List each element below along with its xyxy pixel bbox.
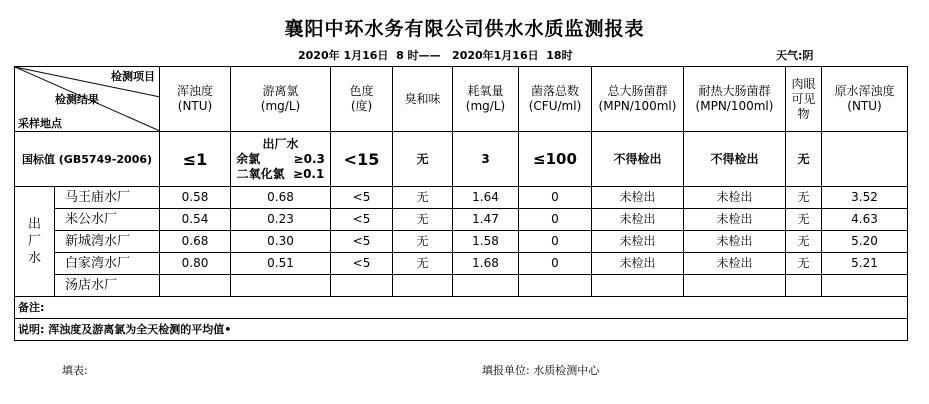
header-row — [15, 67, 908, 132]
cell-chlorine: 0.68 — [231, 187, 331, 209]
plant-name: 新城湾水厂 — [55, 231, 160, 253]
cell-oxygen — [453, 275, 519, 297]
explanation-row — [15, 319, 908, 341]
cell-oxygen: 1.64 — [453, 187, 519, 209]
cell-chlorine: 0.30 — [231, 231, 331, 253]
cell-thermo — [684, 275, 786, 297]
header-item-label: 检测项目 — [111, 70, 155, 83]
cell-color — [331, 275, 393, 297]
standard-oxygen: 3 — [453, 132, 519, 187]
cell-turbidity: 0.58 — [160, 187, 231, 209]
col-header: 肉眼 可见 物 — [786, 67, 822, 132]
cell-raw: 5.21 — [822, 253, 908, 275]
cell-colony: 0 — [519, 209, 592, 231]
table-row — [15, 275, 908, 297]
cell-thermo: 未检出 — [684, 231, 786, 253]
cell-coliform: 未检出 — [592, 187, 684, 209]
cell-color: <5 — [331, 253, 393, 275]
col-header: 浑浊度 (NTU) — [160, 67, 231, 132]
cell-thermo: 未检出 — [684, 187, 786, 209]
plant-name: 汤店水厂 — [55, 275, 160, 297]
filler-label: 填表: — [62, 364, 88, 377]
standard-coliform: 不得检出 — [592, 132, 684, 187]
col-header: 色度 (度) — [331, 67, 393, 132]
cell-chlorine: 0.23 — [231, 209, 331, 231]
remark-row — [15, 297, 908, 319]
cell-turbidity: 0.68 — [160, 231, 231, 253]
standard-odor: 无 — [393, 132, 453, 187]
standard-raw-turbidity — [822, 132, 908, 187]
standard-chlorine-free: 余氯 ≥0.3 — [236, 151, 325, 166]
cell-oxygen: 1.58 — [453, 231, 519, 253]
table-row — [15, 209, 908, 231]
cell-chlorine — [231, 275, 331, 297]
report-title: 襄阳中环水务有限公司供水水质监测报表 — [284, 18, 645, 40]
col-header: 菌落总数 (CFU/ml) — [519, 67, 592, 132]
standard-color: <15 — [331, 132, 393, 187]
unit-label: 填报单位: 水质检测中心 — [482, 364, 600, 377]
cell-coliform: 未检出 — [592, 231, 684, 253]
cell-visible: 无 — [786, 231, 822, 253]
cell-colony: 0 — [519, 231, 592, 253]
cell-odor: 无 — [393, 209, 453, 231]
cell-odor: 无 — [393, 253, 453, 275]
cell-turbidity: 0.80 — [160, 253, 231, 275]
header-result-label: 检测结果 — [55, 93, 99, 106]
cell-color: <5 — [331, 209, 393, 231]
col-header: 耐热大肠菌群 (MPN/100ml) — [684, 67, 786, 132]
cell-oxygen: 1.68 — [453, 253, 519, 275]
group-label: 出 厂 水 — [15, 187, 55, 297]
standard-row — [15, 132, 908, 187]
col-header: 耗氧量 (mg/L) — [453, 67, 519, 132]
col-header: 游离氯 (mg/L) — [231, 67, 331, 132]
cell-turbidity — [160, 275, 231, 297]
plant-name: 白家湾水厂 — [55, 253, 160, 275]
col-header: 总大肠菌群 (MPN/100ml) — [592, 67, 684, 132]
date-range: 2020年 1月16日 8 时—— 2020年1月16日 18时 — [298, 49, 573, 62]
col-header: 原水浑浊度 (NTU) — [822, 67, 908, 132]
table-row — [15, 187, 908, 209]
standard-colony: ≤100 — [519, 132, 592, 187]
cell-coliform: 未检出 — [592, 209, 684, 231]
weather: 天气:阴 — [776, 49, 814, 62]
cell-odor: 无 — [393, 187, 453, 209]
remark-label: 备注: — [15, 297, 908, 319]
cell-color: <5 — [331, 187, 393, 209]
cell-raw: 3.52 — [822, 187, 908, 209]
cell-oxygen: 1.47 — [453, 209, 519, 231]
cell-raw — [822, 275, 908, 297]
cell-odor — [393, 275, 453, 297]
standard-chlorine-dioxide: 二氧化氯 ≥0.1 — [236, 166, 325, 181]
cell-coliform: 未检出 — [592, 253, 684, 275]
cell-color: <5 — [331, 231, 393, 253]
diagonal-header-cell — [15, 67, 160, 132]
explanation-text: 说明: 浑浊度及游离氯为全天检测的平均值• — [15, 319, 908, 341]
col-header: 臭和味 — [393, 67, 453, 132]
plant-rows — [15, 187, 908, 297]
cell-turbidity: 0.54 — [160, 209, 231, 231]
cell-colony: 0 — [519, 187, 592, 209]
plant-name: 米公水厂 — [55, 209, 160, 231]
standard-chlorine — [231, 132, 331, 187]
cell-colony: 0 — [519, 253, 592, 275]
cell-raw: 5.20 — [822, 231, 908, 253]
header-location-label: 采样地点 — [18, 117, 62, 130]
standard-turbidity: ≤1 — [160, 132, 231, 187]
table-row — [15, 253, 908, 275]
cell-thermo: 未检出 — [684, 209, 786, 231]
cell-visible — [786, 275, 822, 297]
standard-label: 国标值 (GB5749-2006) — [15, 132, 160, 187]
cell-coliform — [592, 275, 684, 297]
cell-visible: 无 — [786, 209, 822, 231]
standard-visible: 无 — [786, 132, 822, 187]
cell-thermo: 未检出 — [684, 253, 786, 275]
standard-chlorine-title: 出厂水 — [262, 136, 299, 151]
water-quality-table — [14, 66, 908, 341]
cell-colony — [519, 275, 592, 297]
standard-thermo-coliform: 不得检出 — [684, 132, 786, 187]
table-row — [15, 231, 908, 253]
cell-chlorine: 0.51 — [231, 253, 331, 275]
cell-visible: 无 — [786, 187, 822, 209]
cell-raw: 4.63 — [822, 209, 908, 231]
cell-odor: 无 — [393, 231, 453, 253]
cell-visible: 无 — [786, 253, 822, 275]
plant-name: 马王庙水厂 — [55, 187, 160, 209]
